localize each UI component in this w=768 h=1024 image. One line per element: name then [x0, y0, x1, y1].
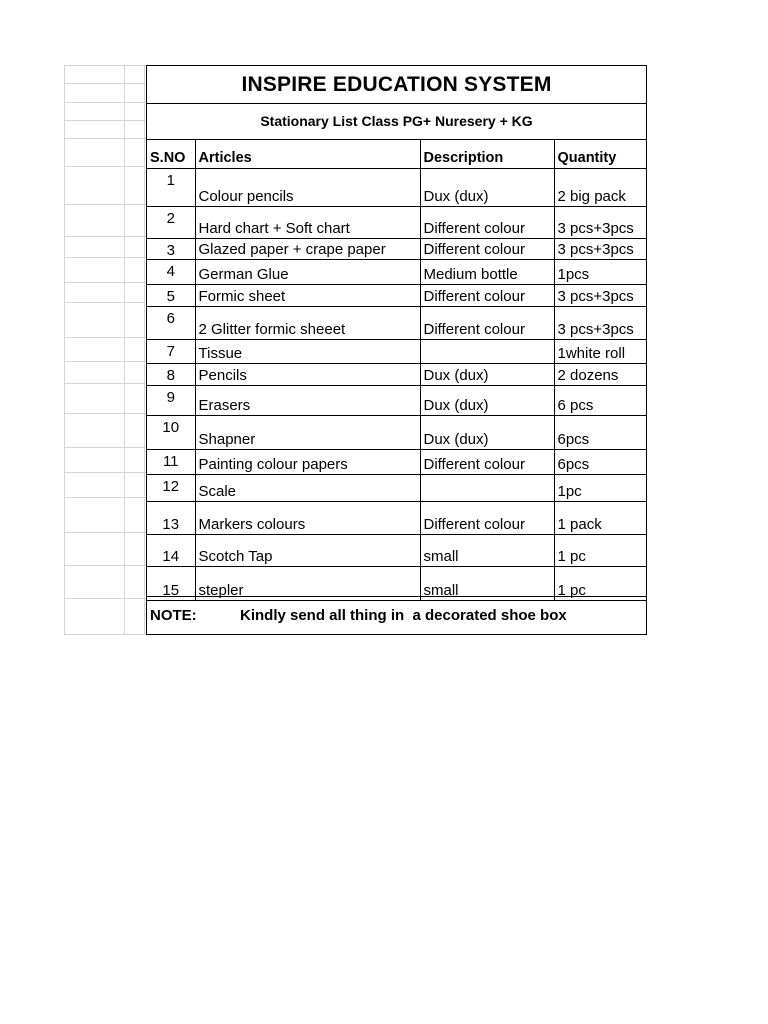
header-description: Description — [420, 139, 554, 169]
header-quantity: Quantity — [554, 139, 646, 169]
gridline — [64, 565, 147, 566]
table-row — [147, 416, 646, 450]
row-sno: 10 — [147, 416, 195, 450]
row-description: Dux (dux) — [420, 364, 554, 386]
table-row — [147, 475, 646, 502]
row-article: Pencils — [195, 364, 420, 386]
table-header-row — [147, 139, 646, 169]
gridline — [64, 634, 147, 635]
table-row — [147, 364, 646, 386]
row-quantity: 3 pcs+3pcs — [554, 285, 646, 307]
gridline — [64, 361, 147, 362]
row-article: Scotch Tap — [195, 535, 420, 567]
row-article: Formic sheet — [195, 285, 420, 307]
row-description: Different colour — [420, 450, 554, 475]
gridline — [64, 236, 147, 237]
row-sno: 14 — [147, 535, 195, 567]
gridline — [64, 413, 147, 414]
gridline — [64, 532, 147, 533]
row-article: Markers colours — [195, 502, 420, 535]
note-text: Kindly send all thing in a decorated shoe box — [240, 607, 567, 624]
table-row — [147, 502, 646, 535]
row-description: Dux (dux) — [420, 386, 554, 416]
stationary-table — [147, 139, 646, 601]
row-sno: 7 — [147, 340, 195, 364]
gridline — [64, 302, 147, 303]
row-quantity: 2 dozens — [554, 364, 646, 386]
gridline — [64, 337, 147, 338]
gridline — [64, 166, 147, 167]
row-sno: 15 — [147, 567, 195, 601]
row-quantity: 6pcs — [554, 450, 646, 475]
row-quantity: 3 pcs+3pcs — [554, 239, 646, 260]
row-article: Scale — [195, 475, 420, 502]
row-description: Different colour — [420, 239, 554, 260]
gridline — [64, 598, 147, 599]
gridline — [64, 102, 147, 103]
row-article: Colour pencils — [195, 169, 420, 207]
row-quantity: 1 pack — [554, 502, 646, 535]
row-article: Tissue — [195, 340, 420, 364]
row-sno: 6 — [147, 307, 195, 340]
row-quantity: 2 big pack — [554, 169, 646, 207]
spreadsheet-gridlines — [64, 65, 147, 635]
gridline — [144, 65, 145, 635]
row-description: Dux (dux) — [420, 169, 554, 207]
table-row — [147, 450, 646, 475]
gridline — [64, 257, 147, 258]
header-articles: Articles — [195, 139, 420, 169]
note-row — [147, 596, 646, 634]
gridline — [64, 472, 147, 473]
gridline — [64, 204, 147, 205]
row-article: Erasers — [195, 386, 420, 416]
table-row — [147, 207, 646, 239]
row-description: Different colour — [420, 502, 554, 535]
table-row — [147, 285, 646, 307]
gridline — [64, 282, 147, 283]
row-sno: 13 — [147, 502, 195, 535]
gridline — [64, 65, 147, 66]
table-row — [147, 169, 646, 207]
row-description: small — [420, 535, 554, 567]
row-sno: 2 — [147, 207, 195, 239]
table-row — [147, 307, 646, 340]
row-description: Dux (dux) — [420, 416, 554, 450]
page-subtitle: Stationary List Class PG+ Nuresery + KG — [147, 103, 646, 140]
table-row — [147, 535, 646, 567]
row-article: stepler — [195, 567, 420, 601]
row-quantity: 1pcs — [554, 260, 646, 285]
row-quantity: 6pcs — [554, 416, 646, 450]
row-quantity: 3 pcs+3pcs — [554, 307, 646, 340]
header-sno: S.NO — [147, 139, 195, 169]
table-row — [147, 386, 646, 416]
row-sno: 1 — [147, 169, 195, 207]
row-article: German Glue — [195, 260, 420, 285]
row-description: Different colour — [420, 207, 554, 239]
table-row — [147, 239, 646, 260]
row-description: Different colour — [420, 307, 554, 340]
row-sno: 9 — [147, 386, 195, 416]
gridline — [64, 497, 147, 498]
table-row — [147, 340, 646, 364]
row-article: Shapner — [195, 416, 420, 450]
row-description: small — [420, 567, 554, 601]
row-quantity: 1 pc — [554, 567, 646, 601]
row-quantity: 1white roll — [554, 340, 646, 364]
row-article: Glazed paper + crape paper — [195, 239, 420, 260]
row-description — [420, 340, 554, 364]
gridline — [64, 120, 147, 121]
row-sno: 8 — [147, 364, 195, 386]
stationary-list-sheet — [146, 65, 647, 635]
row-description — [420, 475, 554, 502]
gridline — [124, 65, 125, 635]
table-row — [147, 260, 646, 285]
row-sno: 12 — [147, 475, 195, 502]
gridline — [64, 65, 65, 635]
page-title: INSPIRE EDUCATION SYSTEM — [147, 66, 646, 104]
row-description: Medium bottle — [420, 260, 554, 285]
row-article: Hard chart + Soft chart — [195, 207, 420, 239]
row-sno: 5 — [147, 285, 195, 307]
note-label: NOTE: — [150, 607, 197, 624]
row-sno: 11 — [147, 450, 195, 475]
row-quantity: 6 pcs — [554, 386, 646, 416]
row-description: Different colour — [420, 285, 554, 307]
gridline — [64, 138, 147, 139]
row-article: Painting colour papers — [195, 450, 420, 475]
row-quantity: 1 pc — [554, 535, 646, 567]
row-sno: 4 — [147, 260, 195, 285]
row-sno: 3 — [147, 239, 195, 260]
row-article: 2 Glitter formic sheeet — [195, 307, 420, 340]
gridline — [64, 83, 147, 84]
row-quantity: 1pc — [554, 475, 646, 502]
gridline — [64, 447, 147, 448]
row-quantity: 3 pcs+3pcs — [554, 207, 646, 239]
gridline — [64, 383, 147, 384]
